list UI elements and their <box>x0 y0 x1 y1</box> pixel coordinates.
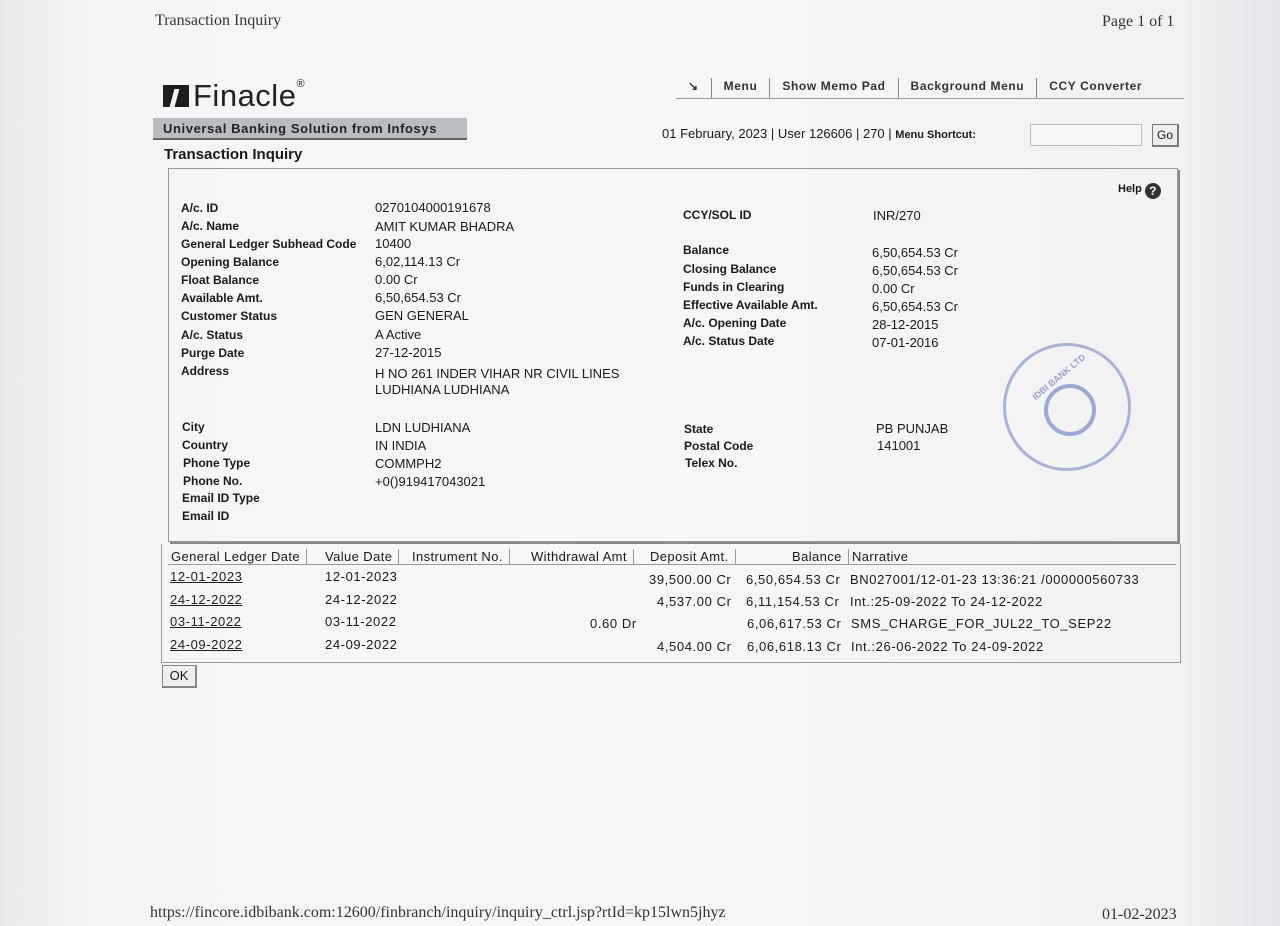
postal-code-value: 141001 <box>877 438 921 453</box>
menu-link[interactable]: Menu <box>712 78 771 98</box>
help-label: Help <box>1118 183 1142 195</box>
col-withdrawal[interactable]: Withdrawal Amt <box>531 549 634 564</box>
tx-row4-value-date: 24-09-2022 <box>325 637 398 652</box>
go-button[interactable]: Go <box>1152 124 1179 147</box>
effective-available-value: 6,50,654.53 Cr <box>872 299 959 314</box>
tx-row2-balance: 6,11,154.53 Cr <box>746 594 840 609</box>
registered-mark: ® <box>296 78 306 90</box>
tx-row3-narrative: SMS_CHARGE_FOR_JUL22_TO_SEP22 <box>851 616 1112 631</box>
float-balance-value: 0.00 Cr <box>375 272 418 287</box>
opening-date-label: A/c. Opening Date <box>683 316 787 330</box>
tx-row3-gl-date[interactable]: 03-11-2022 <box>170 614 242 629</box>
current-date: 01 February, 2023 <box>662 126 768 141</box>
city-label: City <box>182 420 205 434</box>
top-menu-bar <box>676 78 1184 99</box>
tx-row1-narrative: BN027001/12-01-23 13:36:21 /000000560733 <box>850 572 1140 587</box>
phone-no-value: +0()919417043021 <box>375 474 486 489</box>
state-label: State <box>684 422 714 436</box>
address-label: Address <box>181 364 230 378</box>
status-date-label: A/c. Status Date <box>683 334 775 348</box>
finacle-logo <box>163 78 305 114</box>
col-value-date[interactable]: Value Date <box>325 549 399 564</box>
print-footer-url: https://fincore.idbibank.com:12600/finbranch/inquiry/inquiry_ctrl.jsp?rtId=kp15lwn5jhyz <box>150 904 726 921</box>
tx-row1-balance: 6,50,654.53 Cr <box>746 572 841 587</box>
menu-shortcut-label: Menu Shortcut: <box>895 129 976 141</box>
tx-row2-deposit: 4,537.00 Cr <box>657 594 732 609</box>
opening-balance-label: Opening Balance <box>181 255 280 269</box>
ccy-sol-value: INR/270 <box>873 208 921 223</box>
opening-balance-value: 6,02,114.13 Cr <box>375 254 461 269</box>
tx-row4-gl-date[interactable]: 24-09-2022 <box>170 637 243 652</box>
seal-text: IDBI BANK LTD <box>1030 352 1088 402</box>
available-amt-label: Available Amt. <box>181 291 263 305</box>
tx-row2-value-date: 24-12-2022 <box>325 592 398 607</box>
ccy-sol-label: CCY/SOL ID <box>683 208 752 222</box>
customer-status-value: GEN GENERAL <box>375 308 469 323</box>
float-balance-label: Float Balance <box>181 273 260 287</box>
print-page-number: Page 1 of 1 <box>1102 13 1175 30</box>
logo-text: Finacle <box>193 78 297 113</box>
status-line: 01 February, 2023 | User 126606 | 270 | Menu Shortcut: <box>662 126 976 141</box>
opening-date-value: 28-12-2015 <box>872 317 939 332</box>
account-details-panel <box>168 168 1178 542</box>
help-link[interactable] <box>1118 183 1161 199</box>
balance-value: 6,50,654.53 Cr <box>872 245 959 260</box>
tx-row3-withdrawal: 0.60 Dr <box>590 616 637 631</box>
page-title: Transaction Inquiry <box>164 146 303 163</box>
acid-value: 0270104000191678 <box>375 200 491 215</box>
purge-date-value: 27-12-2015 <box>375 345 442 360</box>
tx-row4-deposit: 4,504.00 Cr <box>657 639 732 654</box>
email-type-label: Email ID Type <box>182 491 260 505</box>
customer-status-label: Customer Status <box>181 309 278 323</box>
bank-seal-stamp <box>1003 343 1131 471</box>
tx-row1-value-date: 12-01-2023 <box>325 569 398 584</box>
address-line1: H NO 261 INDER VIHAR NR CIVIL LINES <box>375 366 620 381</box>
menu-arrow-icon[interactable]: ↘ <box>676 78 712 98</box>
phone-type-value: COMMPH2 <box>375 456 442 471</box>
country-value: IN INDIA <box>375 438 427 453</box>
tx-row1-deposit: 39,500.00 Cr <box>649 572 732 587</box>
email-id-label: Email ID <box>182 509 230 523</box>
col-gl-date[interactable]: General Ledger Date <box>171 549 307 564</box>
phone-type-label: Phone Type <box>183 456 251 470</box>
state-value: PB PUNJAB <box>876 421 949 436</box>
transaction-header-row <box>168 546 1176 565</box>
tx-row1-gl-date[interactable]: 12-01-2023 <box>170 569 243 584</box>
ac-name-label: A/c. Name <box>181 219 240 233</box>
tx-row2-narrative: Int.:25-09-2022 To 24-12-2022 <box>850 594 1043 609</box>
gl-subhead-label: General Ledger Subhead Code <box>181 237 357 251</box>
ccy-converter-link[interactable]: CCY Converter <box>1049 79 1143 93</box>
gl-subhead-value: 10400 <box>375 236 412 251</box>
status-date-value: 07-01-2016 <box>872 335 939 350</box>
tx-row3-balance: 6,06,617.53 Cr <box>747 616 842 631</box>
show-memo-pad-link[interactable]: Show Memo Pad <box>770 78 898 98</box>
user-id: 126606 <box>808 126 853 141</box>
country-label: Country <box>182 438 228 452</box>
phone-no-label: Phone No. <box>183 474 243 488</box>
tx-row2-gl-date[interactable]: 24-12-2022 <box>170 592 243 607</box>
postal-code-label: Postal Code <box>684 439 754 453</box>
print-footer-date: 01-02-2023 <box>1102 906 1177 923</box>
sol-id: 270 <box>862 126 885 141</box>
effective-available-label: Effective Available Amt. <box>683 298 818 312</box>
col-narrative[interactable]: Narrative <box>852 549 909 564</box>
funds-clearing-label: Funds in Clearing <box>683 280 785 294</box>
funds-clearing-value: 0.00 Cr <box>872 281 915 296</box>
col-instrument-no[interactable]: Instrument No. <box>412 549 510 564</box>
seal-emblem-icon <box>1044 384 1096 436</box>
tx-row4-balance: 6,06,618.13 Cr <box>747 639 842 654</box>
ok-button[interactable]: OK <box>162 665 197 688</box>
help-icon: ? <box>1145 183 1161 199</box>
background-menu-link[interactable]: Background Menu <box>899 78 1038 98</box>
address-line2: LUDHIANA LUDHIANA <box>375 382 510 397</box>
ac-status-label: A/c. Status <box>181 328 244 342</box>
tx-row4-narrative: Int.:26-06-2022 To 24-09-2022 <box>851 639 1044 654</box>
telex-label: Telex No. <box>685 456 738 470</box>
finacle-logo-icon <box>163 85 189 107</box>
purge-date-label: Purge Date <box>181 346 245 360</box>
tx-row3-value-date: 03-11-2022 <box>325 614 397 629</box>
available-amt-value: 6,50,654.53 Cr <box>375 290 462 305</box>
print-header-title: Transaction Inquiry <box>155 12 282 29</box>
brand-tagline: Universal Banking Solution from Infosys <box>153 118 467 140</box>
col-deposit[interactable]: Deposit Amt. <box>650 549 736 564</box>
ac-status-value: A Active <box>375 327 422 342</box>
closing-balance-value: 6,50,654.53 Cr <box>872 263 959 278</box>
col-balance[interactable]: Balance <box>792 549 849 564</box>
user-label: User <box>777 126 806 141</box>
ac-name-value: AMIT KUMAR BHADRA <box>375 219 515 234</box>
acid-label: A/c. ID <box>181 201 219 215</box>
closing-balance-label: Closing Balance <box>683 262 777 276</box>
menu-shortcut-input[interactable] <box>1030 124 1142 146</box>
city-value: LDN LUDHIANA <box>375 420 471 435</box>
balance-label: Balance <box>683 243 730 257</box>
